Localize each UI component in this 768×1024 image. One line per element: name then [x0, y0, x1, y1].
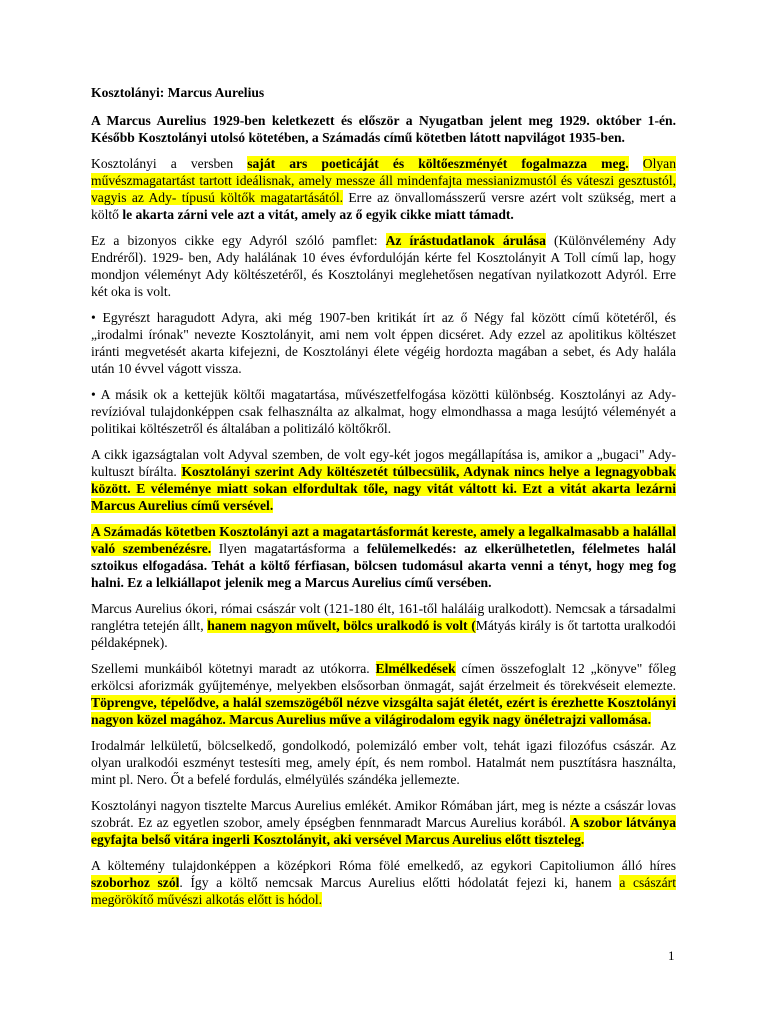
highlighted-text: Olyan művészmagatartást tartott ideálisnak, amely messze áll mindenfajta messianizmustól és váteszi gesztustól, vagyis az Ady- típusú költők magatartásától. — [91, 156, 676, 205]
text-run: A költemény tulajdonképpen a középkori Róma fölé emelkedő, az egykori Capitoliumon álló híres — [91, 858, 676, 873]
highlighted-text: A Számadás kötetben Kosztolányi azt a magatartásformát kereste, amely a legalkalmasabb a halállal való szembenézésre. — [91, 524, 676, 556]
paragraph-2 — [91, 155, 676, 223]
text-run: Kosztolányi a versben — [91, 156, 248, 171]
text-run: • Egyrészt haragudott Adyra, aki még 1907-ben kritikát írt az ő Négy fal között című kötetéről, és „irodalmi írónak" nevezte Kosztolányit, ami nem volt éppen dicséret. Ady ezzel az apolitikus költészet iránti megvetését akarta kifejezni, de Kosztolányi élete végéig hordozta magában a sebet, és Ady halála után 10 évvel vágott vissza. — [91, 310, 676, 376]
paragraph-6 — [91, 446, 676, 514]
text-run: Erre az önvallomásszerű versre azért volt szükség, mert a költő — [91, 190, 676, 222]
text-run: Szellemi munkáiból kötetnyi maradt az utókorra. — [91, 661, 376, 676]
highlighted-text: hanem nagyon művelt, bölcs uralkodó is volt ( — [207, 618, 476, 633]
text-run: (Különvélemény Ady Endréről). 1929- ben, Ady halálának 10 éves évfordulóján kérte fel Kosztolányit A Toll című lap, hogy mondjon véleményt Ady költészetéről, és Kosztolányi meglehetősen negatívan nyilatkozott Adyról. Erre két oka is volt. — [91, 233, 676, 299]
paragraph-3 — [91, 232, 676, 300]
highlighted-text: Töprengve, tépelődve, a halál szemszögéből nézve vizsgálta saját életét, ezért is érezhette Kosztolányi nagyon közel magához. Marcus Aurelius műve a világirodalom egyik nagy önéletrajzi vallomása. — [91, 695, 676, 727]
text-run: . Így a költő nemcsak Marcus Aurelius előtti hódolatát fejezi ki, hanem — [179, 875, 620, 890]
text-run: Marcus Aurelius ókori, római császár volt (121-180 élt, 161-től haláláig uralkodott). Nemcsak a társadalmi ranglétra tetején állt, — [91, 601, 676, 633]
document-title: Kosztolányi: Marcus Aurelius — [91, 85, 265, 100]
highlighted-text: a császárt megörökítő művészi alkotás előtt is hódol. — [91, 875, 676, 907]
text-run: felülemelkedés: az elkerülhetetlen, félelmetes halál sztoikus elfogadása. Tehát a költő férfiasan, bölcsen tudomásul akarta venni a tényt, hogy meg fog halni. Ez a lelkiállapot jelenik meg a Marcus Aurelius című versében. — [91, 541, 676, 590]
paragraph-11 — [91, 797, 676, 848]
text-run: A cikk igazságtalan volt Adyval szemben, de volt egy-két jogos megállapítása is, amikor a „bugaci" Ady- kultuszt bírálta. — [91, 447, 676, 479]
text-run — [629, 156, 643, 171]
paragraph-10 — [91, 737, 676, 788]
text-run: • A másik ok a kettejük költői magatartása, művészetfelfogása közötti különbség. Kosztolányi az Ady-revízióval tulajdonképpen csak felhasználta az alkalmat, hogy elmondhassa a maga lesújtó véleményét a politikai költészetről és általában a politizáló költőkről. — [91, 387, 676, 436]
text-run: Mátyás király is őt tartotta uralkodói példaképnek). — [91, 618, 676, 650]
paragraph-12 — [91, 857, 676, 908]
paragraph-1 — [91, 112, 676, 146]
highlighted-text: Kosztolányi szerint Ady költészetét túlbecsülik, Adynak nincs helye a legnagyobbak között. E véleménye miatt sokan elfordultak tőle, nagy vitát váltott ki. Ezt a vitát akarta lezárni Marcus Aurelius című versével. — [91, 464, 677, 513]
text-run: címen összefoglalt 12 „könyve" főleg erkölcsi aforizmák gyűjteménye, melyekben elsősorban önmagát, saját érzelmeit és törekvéseit elemezte. — [91, 661, 676, 693]
highlighted-text: Az írástudatlanok árulása — [385, 233, 546, 248]
paragraph-8 — [91, 600, 676, 651]
highlighted-text: szoborhoz szól — [91, 875, 180, 890]
paragraph-5 — [91, 386, 676, 437]
paragraph-9 — [91, 660, 676, 728]
text-run: A Marcus Aurelius 1929-ben keletkezett és először a Nyugatban jelent meg 1929. október 1-én. Később Kosztolányi utolsó kötetében, a Számadás című kötetben látott napvilágot 1935-ben. — [91, 113, 676, 145]
paragraph-4 — [91, 309, 676, 377]
document-body — [91, 84, 676, 917]
paragraph-7 — [91, 523, 676, 591]
text-run: Irodalmár lelkületű, bölcselkedő, gondolkodó, polemizáló ember volt, tehát igazi filozófus császár. Az olyan uralkodói eszményt testesíti meg, amely épít, és nem rombol. Hatalmát nem pusztításra használta, mint pl. Nero. Őt a befelé fordulás, elmélyülés szándéka jellemezte. — [91, 738, 676, 787]
page-number: 1 — [668, 948, 675, 963]
text-run: le akarta zárni vele azt a vitát, amely az ő egyik cikke miatt támadt. — [122, 207, 514, 222]
highlighted-text: saját ars poeticáját és költőeszményét fogalmazza meg. — [247, 156, 629, 171]
highlighted-text: A szobor látványa egyfajta belső vitára ingerli Kosztolányit, aki versével Marcus Aurelius előtt tiszteleg. — [91, 815, 676, 847]
text-run: Ez a bizonyos cikke egy Adyról szóló pamflet: — [91, 233, 386, 248]
text-run: Kosztolányi nagyon tisztelte Marcus Aurelius emlékét. Amikor Rómában járt, meg is nézte a császár lovas szobrát. Ez az egyetlen szobor, amely épségben fennmaradt Marcus Aurelius korából. — [91, 798, 676, 830]
highlighted-text: Elmélkedések — [375, 661, 456, 676]
text-run: Ilyen magatartásforma a — [211, 541, 367, 556]
